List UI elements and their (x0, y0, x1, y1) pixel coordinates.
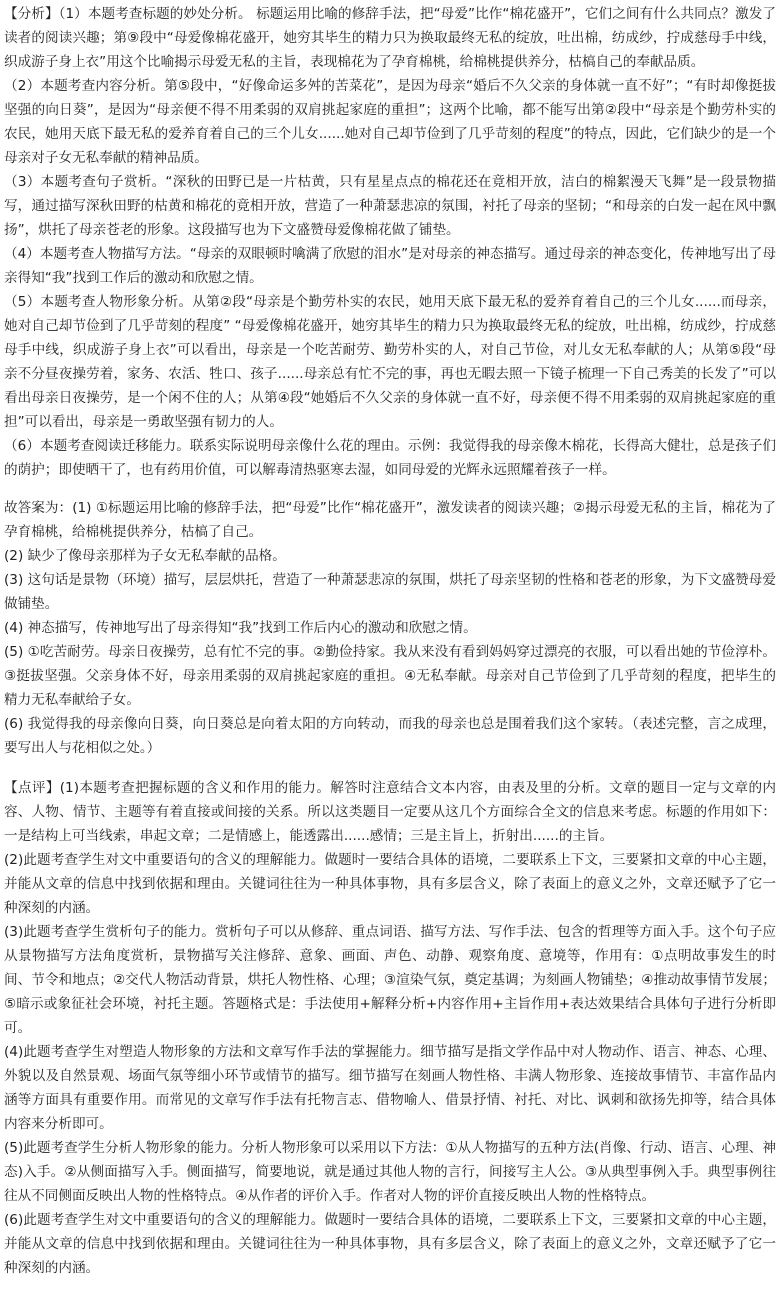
answer-paragraph-2: (2) 缺少了像母亲那样为子女无私奉献的品格。 (4, 548, 286, 564)
analysis-paragraph-4: （4）本题考查人物描写方法。“母亲的双眼顿时噙满了欣慰的泪水”是对母亲的神态描写。通过母亲的神态变化，传神地写出了母亲得知“我”找到工作后的激动和欣慰之情。 (4, 246, 776, 286)
comment-paragraph-1: 【点评】(1)本题考查把握标题的含义和作用的能力。解答时注意结合文本内容，由表及里的分析。文章的题目一定与文章的内容、人物、情节、主题等有着直接或间接的关系。所以这类题目一定要从这几个方面综合全文的信息来考虑。标题的作用如下：一是结构上可当线索，串起文章；二是情感上，能透露出......感情；三是主旨上，折射出......的主旨。 (4, 780, 776, 844)
comment-paragraph-6: (6)此题考查学生对文中重要语句的含义的理解能力。做题时一要结合具体的语境，二要联系上下文，三要紧扣文章的中心主题，并能从文章的信息中找到依据和理由。关键词往往为一种具体事物，具有多层含义，除了表面上的意义之外，文章还赋予了它一种深刻的内涵。 (4, 1212, 776, 1276)
answers-section (4, 496, 776, 760)
section-gap (4, 760, 776, 776)
comment-paragraph-4: (4)此题考查学生对塑造人物形象的方法和文章写作手法的掌握能力。细节描写是指文学作品中对人物动作、语言、神态、心理、外貌以及自然景观、场面气氛等细小环节或情节的描写。细节描写在刻画人物性格、丰满人物形象、连接故事情节、丰富作品内涵等方面具有重要作用。而常见的文章写作手法有托物言志、借物喻人、借景抒情、衬托、对比、讽刺和欲扬先抑等，结合具体内容来分析即可。 (4, 1044, 776, 1132)
analysis-paragraph-5: （5）本题考查人物形象分析。从第②段“母亲是个勤劳朴实的农民，她用天底下最无私的爱养育着自己的三个儿女......而母亲，她对自己却节俭到了几乎苛刻的程度” “母爱像棉花盛开，她穷其毕生的精力只为换取最终无私的绽放，吐出棉，纺成纱，拧成慈母手中线，织成游子身上衣”可以看出，母亲是一个吃苦耐劳、勤劳朴实的人，对自己节俭，对儿女无私奉献的人；从第⑤段“母亲不分昼夜操劳着，家务、农活、牲口、孩子......母亲总有忙不完的事，再也无暇去照一下镜子梳理一下自己秀美的长发了”可以看出母亲日夜操劳，是一个闲不住的人；从第④段“她婚后不久父亲的身体就一直不好，母亲便不得不用柔弱的双肩挑起家庭的重担”可以看出，母亲是一勇敢坚强有韧力的人。 (4, 294, 776, 430)
analysis-paragraph-3: （3）本题考查句子赏析。“深秋的田野已是一片枯黄，只有星星点点的棉花还在竟相开放，洁白的棉絮漫天飞舞”是一段景物描写，通过描写深秋田野的枯黄和棉花的竟相开放，营造了一种萧瑟悲凉的氛围，衬托了母亲的坚韧；“和母亲的白发一起在风中飘扬”，烘托了母亲苍老的形象。这段描写也为下文盛赞母爱像棉花做了铺垫。 (4, 174, 776, 238)
comments-section (4, 776, 776, 1280)
comment-paragraph-3: (3)此题考查学生赏析句子的能力。赏析句子可以从修辞、重点词语、描写方法、写作手法、包含的哲理等方面入手。这个句子应从景物描写方法角度赏析，景物描写关注修辞、意象、画面、声色、动静、观察角度、意境等，作用有：①点明故事发生的时间、节令和地点；②交代人物活动背景，烘托人物性格、心理；③渲染气氛，奠定基调；为刻画人物铺垫；④推动故事情节发展；⑤暗示或象征社会环境，衬托主题。答题格式是：手法使用+解释分析+内容作用+主旨作用+表达效果结合具体句子进行分析即可。 (4, 924, 776, 1036)
answer-paragraph-6: (6) 我觉得我的母亲像向日葵，向日葵总是向着太阳的方向转动，而我的母亲也总是围着我们这个家转。（表述完整，言之成理，要写出人与花相似之处。） (4, 716, 776, 756)
analysis-paragraph-2: （2）本题考查内容分析。第⑤段中，“好像命运多舛的苦菜花”，是因为母亲“婚后不久父亲的身体就一直不好”；“有时却像挺拔坚强的向日葵”，是因为“母亲便不得不用柔弱的双肩挑起家庭的重担”；这两个比喻，都不能写出第②段中“母亲是个勤劳朴实的农民，她用天底下最无私的爱养育着自己的三个儿女......她对自己却节俭到了几乎苛刻的程度”的特点，因此，它们缺少的是一个母亲对子女无私奉献的精神品质。 (4, 78, 776, 166)
answer-paragraph-3: (3) 这句话是景物（环境）描写，层层烘托，营造了一种萧瑟悲凉的氛围，烘托了母亲坚韧的性格和苍老的形象，为下文盛赞母爱做铺垫。 (4, 572, 776, 612)
section-gap (4, 482, 776, 496)
analysis-section (4, 2, 776, 482)
answer-paragraph-5: (5) ①吃苦耐劳。母亲日夜操劳，总有忙不完的事。②勤俭持家。我从来没有看到妈妈穿过漂亮的衣服，可以看出她的节俭淳朴。③挺拔坚强。父亲身体不好，母亲用柔弱的双肩挑起家庭的重担。④无私奉献。母亲对自己节俭到了几乎苛刻的程度，把毕生的精力无私奉献给子女。 (4, 644, 776, 708)
analysis-paragraph-1: 【分析】（1）本题考查标题的妙处分析。 标题运用比喻的修辞手法，把“母爱”比作“棉花盛开”，它们之间有什么共同点？激发了读者的阅读兴趣；第⑨段中“母爱像棉花盛开，她穷其毕生的精力只为换取最终无私的绽放，吐出棉，纺成纱，拧成慈母手中线，织成游子身上衣”用这个比喻揭示母爱无私的主旨，表现棉花为了孕育棉桃，给棉桃提供养分，枯槁自己的奉献品质。 (4, 6, 776, 70)
comment-paragraph-2: (2)此题考查学生对文中重要语句的含义的理解能力。做题时一要结合具体的语境，二要联系上下文，三要紧扣文章的中心主题，并能从文章的信息中找到依据和理由。关键词往往为一种具体事物，具有多层含义，除了表面上的意义之外，文章还赋予了它一种深刻的内涵。 (4, 852, 776, 916)
analysis-paragraph-6: （6）本题考查阅读迁移能力。联系实际说明母亲像什么花的理由。示例：我觉得我的母亲像木棉花，长得高大健壮，总是孩子们的荫护；即使晒干了，也有药用价值，可以解毒清热驱寒去湿，如同母爱的光辉永远照耀着孩子一样。 (4, 438, 776, 478)
comment-paragraph-5: (5)此题考查学生分析人物形象的能力。分析人物形象可以采用以下方法：①从人物描写的五种方法(肖像、行动、语言、心理、神态)入手。②从侧面描写入手。侧面描写，简要地说，就是通过其他人物的言行，间接写主人公。③从典型事例入手。典型事例往往从不同侧面反映出人物的性格特点。④从作者的评价入手。作者对人物的评价直接反映出人物的性格特点。 (4, 1140, 776, 1204)
answer-paragraph-1: 故答案为：(1) ①标题运用比喻的修辞手法，把“母爱”比作“棉花盛开”，激发读者的阅读兴趣；②揭示母爱无私的主旨，棉花为了孕育棉桃，给棉桃提供养分，枯槁了自己。 (4, 500, 776, 540)
answer-paragraph-4: (4) 神态描写，传神地写出了母亲得知“我”找到工作后内心的激动和欣慰之情。 (4, 620, 477, 636)
